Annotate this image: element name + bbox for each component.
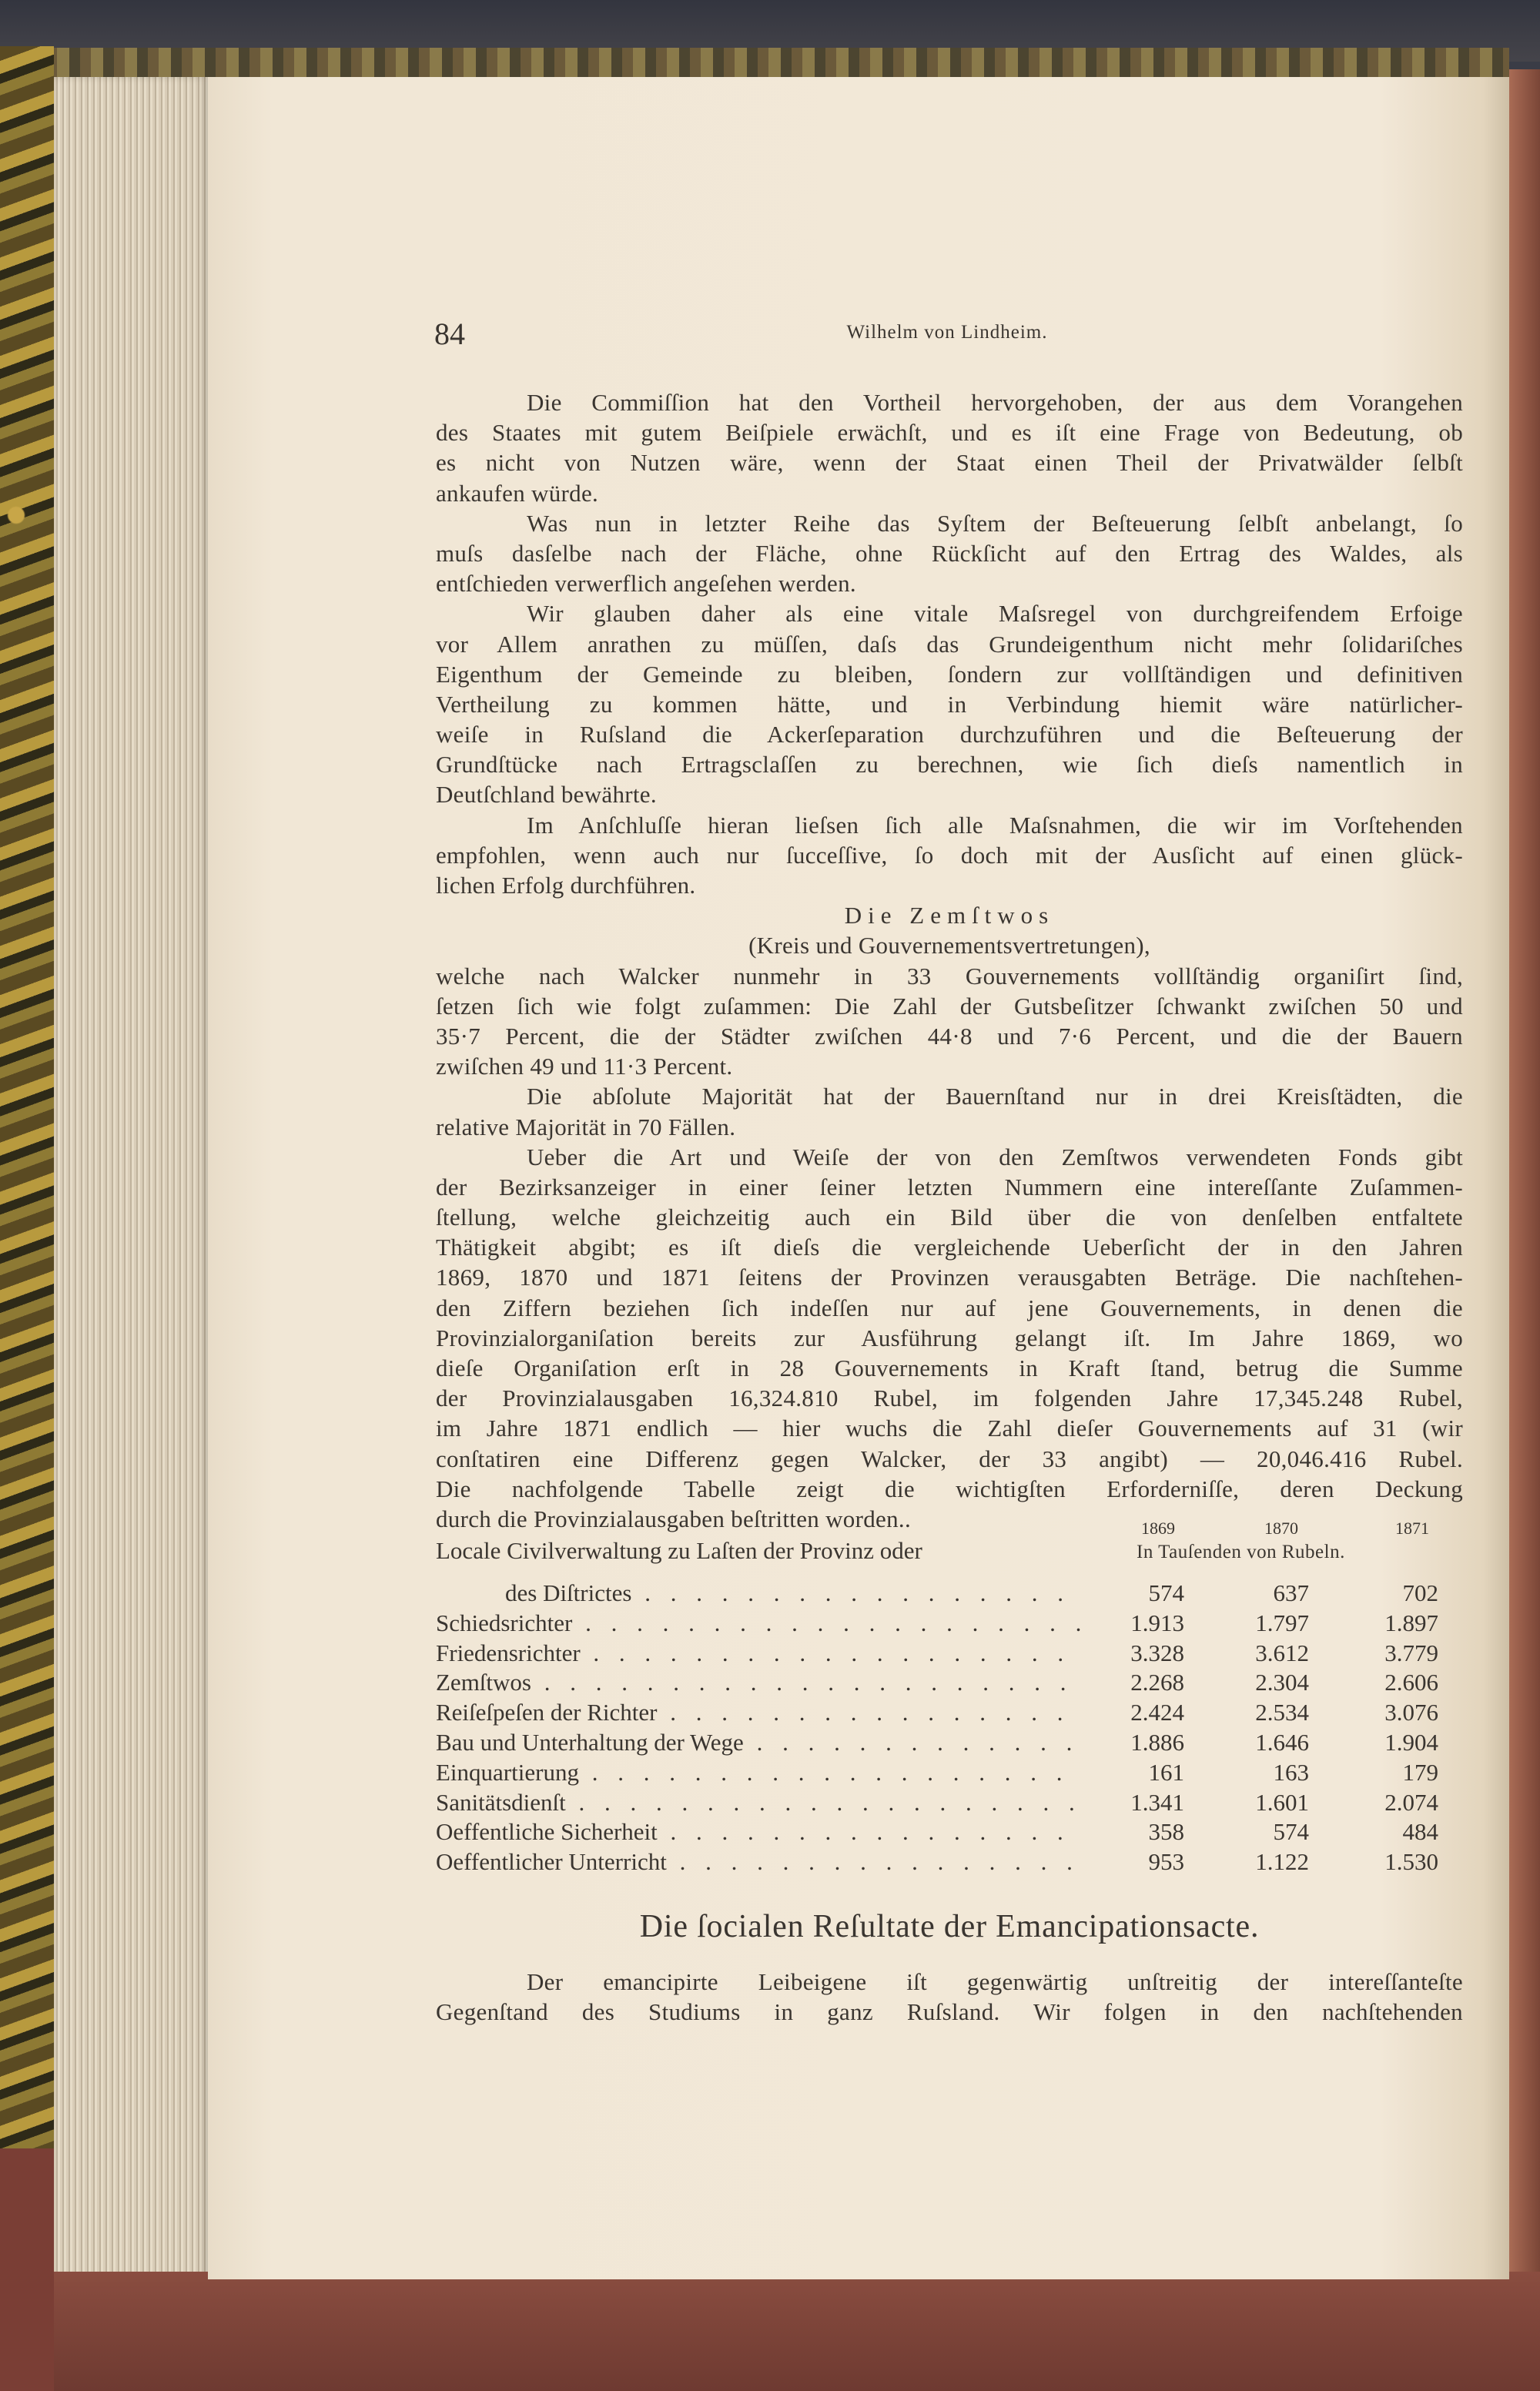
text-line: lichen Erfolg durchführen.	[436, 872, 696, 899]
cell-1870: 2.304	[1255, 1669, 1309, 1696]
cell-1871: 1.904	[1384, 1729, 1438, 1756]
table-row	[436, 1698, 1463, 1728]
text-line: ſetzen ſich wie folgt zuſammen: Die Zahl der Gutsbeſitzer ſchwankt zwiſchen 50 und	[436, 992, 1463, 1020]
table-row	[436, 1609, 1463, 1639]
row-label: des Diſtrictes . . .	[505, 1579, 1083, 1609]
row-label: Schiedsrichter . . .	[436, 1609, 1083, 1639]
row-label: Friedensrichter . . .	[436, 1639, 1083, 1669]
text-line: conſtatiren eine Differenz gegen Walcker, der 33 angibt) — 20,046.416 Rubel.	[436, 1445, 1463, 1472]
cell-1871: 702	[1402, 1579, 1438, 1606]
cell-1871: 179	[1402, 1758, 1438, 1786]
cell-1869: 1.886	[1130, 1729, 1184, 1756]
text-line: Vertheilung zu kommen hätte, und in Verbindung hiemit wäre natürlicher-	[436, 690, 1463, 718]
text-line: 35·7 Percent, die der Städter zwiſchen 44·8 und 7·6 Percent, und die der Bauern	[436, 1022, 1463, 1050]
text-line: relative Majorität in 70 Fällen.	[436, 1113, 736, 1140]
cell-1869: 574	[1148, 1579, 1184, 1606]
cell-1869: 1.913	[1130, 1609, 1184, 1636]
text-line: Ueber die Art und Weiſe der von den Zemſtwos verwendeten Fonds gibt	[527, 1143, 1463, 1170]
text-line: Die abſolute Majorität hat der Bauernſtand nur in drei Kreisſtädten, die	[527, 1083, 1463, 1110]
text-line: Die nachfolgende Tabelle zeigt die wichtigſten Erforderniſſe, deren Deckung	[436, 1475, 1463, 1502]
cell-1869: 161	[1148, 1758, 1184, 1786]
text-line: Wir glauben daher als eine vitale Maſsregel von durchgreifendem Erfoige	[527, 600, 1463, 628]
text-line: der Provinzialausgaben 16,324.810 Rubel, im folgenden Jahre 17,345.248 Rubel,	[436, 1385, 1463, 1412]
text-line: Grundſtücke nach Ertragsclaſſen zu berechnen, wie ſich dieſs namentlich in	[436, 751, 1463, 779]
heading-line: Die Zemſtwos	[844, 902, 1055, 929]
text-line: empfohlen, wenn auch nur ſucceſſive, ſo doch mit der Ausſicht auf einen glück-	[436, 841, 1463, 869]
text-line: ankaufen würde.	[436, 479, 599, 507]
cover-corner	[0, 2148, 54, 2391]
text-line: es nicht von Nutzen wäre, wenn der Staat einen Theil der Privatwälder ſelbſt	[436, 449, 1463, 477]
cell-1869: 2.424	[1130, 1699, 1184, 1726]
text-line: dieſe Organiſation erſt in 28 Gouvernements in Kraft ſtand, betrug die Summe	[436, 1355, 1463, 1381]
unit-label: In Tauſenden von Rubeln.	[1137, 1542, 1345, 1562]
book-cover-bottom-edge	[54, 2272, 1540, 2391]
running-title: Wilhelm von Lindheim.	[846, 322, 1048, 343]
table-row	[436, 1728, 1463, 1758]
row-label: Bau und Unterhaltung der Wege . . .	[436, 1728, 1083, 1758]
text-line: welche nach Walcker nunmehr in 33 Gouvernements vollſtändig organiſirt ſind,	[436, 962, 1463, 990]
text-line: Provinzialorganiſation bereits zur Ausführung gelangt iſt. Im Jahre 1869, wo	[436, 1324, 1463, 1351]
table-row	[436, 1817, 1463, 1847]
cell-1871: 1.530	[1384, 1848, 1438, 1876]
table-row	[436, 1758, 1463, 1788]
page-edges	[54, 77, 208, 2279]
text-line: Im Anſchluſſe hieran lieſsen ſich alle Maſsnahmen, die wir im Vorſtehenden	[527, 811, 1463, 839]
row-label: Oeffentliche Sicherheit . . .	[436, 1817, 1083, 1847]
year-header: 1871	[1395, 1519, 1429, 1538]
marbled-cover	[0, 46, 54, 2391]
table-row	[436, 1639, 1463, 1669]
cell-1871: 2.606	[1384, 1669, 1438, 1696]
row-label: Zemſtwos . . .	[436, 1668, 1083, 1698]
cell-1869: 358	[1148, 1818, 1184, 1846]
cell-1871: 484	[1402, 1818, 1438, 1846]
text-line: den Ziffern beziehen ſich indeſſen nur auf jene Gouvernements, in denen die	[436, 1294, 1463, 1321]
page-number: 84	[434, 316, 465, 351]
cell-1871: 3.076	[1384, 1699, 1438, 1726]
cell-1871: 2.074	[1384, 1788, 1438, 1816]
table-row	[436, 1788, 1463, 1818]
text-line: Gegenſtand des Studiums in ganz Ruſsland. Wir folgen in den nachſtehenden	[436, 1998, 1463, 2026]
cell-1869: 953	[1148, 1848, 1184, 1876]
cell-1870: 574	[1273, 1818, 1309, 1846]
cell-1870: 1.601	[1255, 1788, 1309, 1816]
table-first-label: Locale Civilverwaltung zu Laſten der Provinz oder	[436, 1537, 922, 1564]
text-line: muſs dasſelbe nach der Fläche, ohne Rückſicht auf den Ertrag des Waldes, als	[436, 539, 1463, 567]
text-line: Deutſchland bewährte.	[436, 781, 657, 809]
row-label: Oeffentlicher Unterricht . . .	[436, 1847, 1083, 1877]
text-line: Eigenthum der Gemeinde zu bleiben, ſondern zur vollſtändigen und definitiven	[436, 660, 1463, 688]
text-line: Die Commiſſion hat den Vortheil hervorgehoben, der aus dem Vorangehen	[527, 389, 1463, 416]
row-label: Sanitätsdienſt . . .	[436, 1788, 1083, 1818]
cell-1871: 3.779	[1384, 1639, 1438, 1666]
text-line: 1869, 1870 und 1871 ſeitens der Provinzen verausgabten Beträge. Die nachſtehen-	[436, 1264, 1463, 1291]
cell-1869: 3.328	[1130, 1639, 1184, 1666]
text-line: vor Allem anrathen zu müſſen, daſs das Grundeigenthum nicht mehr ſolidariſches	[436, 630, 1463, 658]
year-header: 1870	[1264, 1519, 1298, 1538]
main-text	[436, 387, 1463, 1534]
cell-1870: 3.612	[1255, 1639, 1309, 1666]
section-heading: Die ſocialen Reſultate der Emancipationsacte.	[639, 1909, 1260, 1944]
text-line: durch die Provinzialausgaben beſtritten worden..	[436, 1505, 911, 1532]
book-cover-top-edge	[46, 48, 1509, 79]
cell-1871: 1.897	[1384, 1609, 1438, 1636]
cell-1870: 637	[1273, 1579, 1309, 1606]
table-row	[436, 1668, 1463, 1698]
text-line: zwiſchen 49 und 11·3 Percent.	[436, 1053, 733, 1080]
text-line: weiſe in Ruſsland die Ackerſeparation durchzuführen und die Beſteuerung der	[436, 721, 1463, 748]
table-row	[436, 1579, 1463, 1609]
row-label: Einquartierung . . .	[436, 1758, 1083, 1788]
cell-1870: 1.122	[1255, 1848, 1309, 1876]
cell-1870: 2.534	[1255, 1699, 1309, 1726]
text-line: ſtellung, welche gleichzeitig auch ein Bild über die von denſelben entfaltete	[436, 1204, 1463, 1231]
text-line: im Jahre 1871 endlich — hier wuchs die Zahl dieſer Gouvernements auf 31 (wir	[436, 1415, 1463, 1442]
year-header: 1869	[1141, 1519, 1175, 1538]
text-line: entſchieden verwerflich angeſehen werden.	[436, 570, 856, 598]
text-line: der Bezirksanzeiger in einer ſeiner letzten Nummern eine intereſſante Zuſammen-	[436, 1173, 1463, 1201]
cell-1870: 1.797	[1255, 1609, 1309, 1636]
cell-1870: 163	[1273, 1758, 1309, 1786]
text-line: Thätigkeit abgibt; es iſt dieſs die vergleichende Ueberſicht der in den Jahren	[436, 1234, 1463, 1261]
section-text	[436, 1967, 1463, 2027]
text-line: des Staates mit gutem Beiſpiele erwächſt, und es iſt eine Frage von Bedeutung, ob	[436, 419, 1463, 447]
cell-1869: 2.268	[1130, 1669, 1184, 1696]
cell-1870: 1.646	[1255, 1729, 1309, 1756]
text-line: Was nun in letzter Reihe das Syſtem der Beſteuerung ſelbſt anbelangt, ſo	[527, 509, 1463, 537]
row-label: Reiſeſpeſen der Richter . . .	[436, 1698, 1083, 1728]
cell-1869: 1.341	[1130, 1788, 1184, 1816]
heading-line: (Kreis und Gouvernementsvertretungen),	[748, 932, 1150, 959]
text-line: Der emancipirte Leibeigene iſt gegenwärtig unſtreitig der intereſſanteſte	[527, 1968, 1463, 1995]
book-cover-right-edge	[1509, 69, 1540, 2391]
table-row	[436, 1847, 1463, 1877]
